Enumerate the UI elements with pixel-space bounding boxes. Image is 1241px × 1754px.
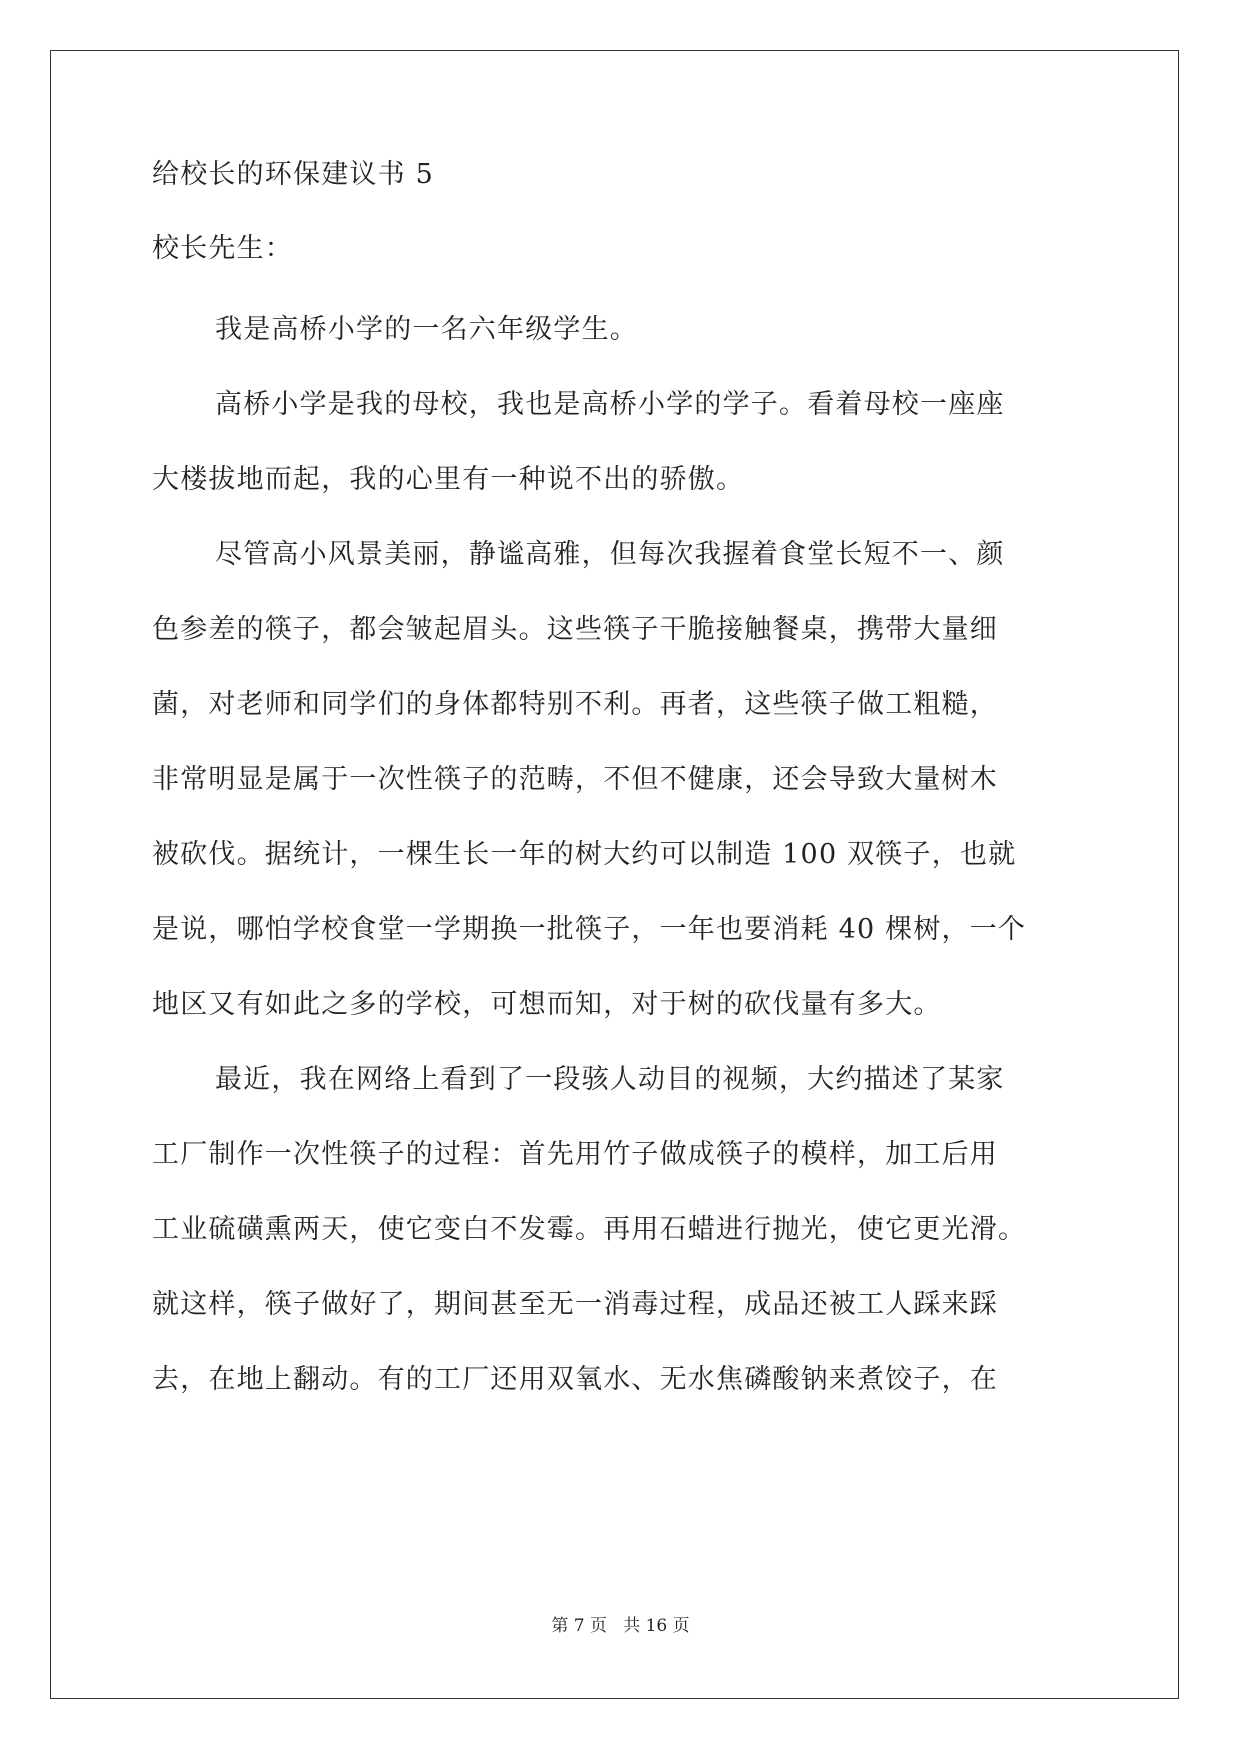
body-line: 就这样，筷子做好了，期间甚至无一消毒过程，成品还被工人踩来踩 xyxy=(152,1289,998,1320)
body-line: 工厂制作一次性筷子的过程：首先用竹子做成筷子的模样，加工后用 xyxy=(152,1139,998,1170)
body-line: 色参差的筷子，都会皱起眉头。这些筷子干脆接触餐桌，携带大量细 xyxy=(152,614,998,645)
body-line: 大楼拔地而起，我的心里有一种说不出的骄傲。 xyxy=(152,464,745,495)
page-number-footer: 第 7 页 共 16 页 xyxy=(551,1616,690,1636)
body-line: 去，在地上翻动。有的工厂还用双氧水、无水焦磷酸钠来煮饺子，在 xyxy=(152,1364,998,1395)
body-line: 工业硫磺熏两天，使它变白不发霉。再用石蜡进行抛光，使它更光滑。 xyxy=(152,1214,1027,1245)
body-line: 最近，我在网络上看到了一段骇人动目的视频，大约描述了某家 xyxy=(215,1064,1005,1095)
body-line: 菌，对老师和同学们的身体都特别不利。再者，这些筷子做工粗糙， xyxy=(152,689,998,720)
salutation: 校长先生： xyxy=(152,233,293,264)
document-title: 给校长的环保建议书 5 xyxy=(152,159,434,190)
body-line: 我是高桥小学的一名六年级学生。 xyxy=(215,314,638,345)
body-line: 高桥小学是我的母校，我也是高桥小学的学子。看着母校一座座 xyxy=(215,389,1005,420)
body-line: 尽管高小风景美丽，静谧高雅，但每次我握着食堂长短不一、颜 xyxy=(215,539,1005,570)
body-line: 被砍伐。据统计，一棵生长一年的树大约可以制造 100 双筷子，也就 xyxy=(152,839,1017,870)
body-line: 非常明显是属于一次性筷子的范畴，不但不健康，还会导致大量树木 xyxy=(152,764,998,795)
body-line: 是说，哪怕学校食堂一学期换一批筷子，一年也要消耗 40 棵树，一个 xyxy=(152,914,1027,945)
document-body xyxy=(152,292,1092,1417)
body-line: 地区又有如此之多的学校，可想而知，对于树的砍伐量有多大。 xyxy=(152,989,942,1020)
